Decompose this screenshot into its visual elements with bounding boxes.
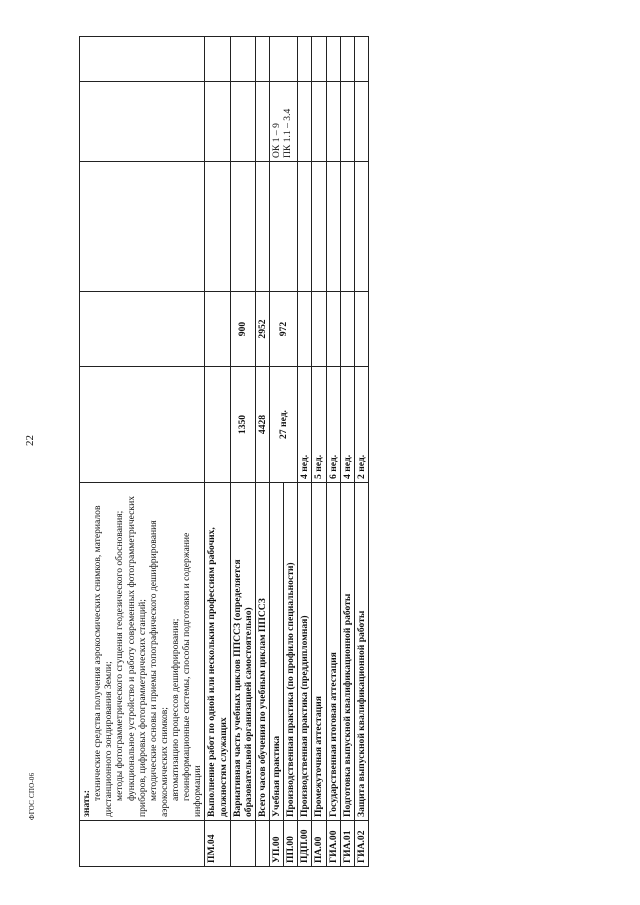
row-name: Подготовка выпускной квалификационной работы [340,483,354,821]
knowledge-item: технические средства получения аэрокосмических снимков, материалов дистанционного зондирования Земли; [92,505,115,817]
knowledge-item: автоматизацию процессов дешифрирования; [170,618,181,801]
knowledge-item: методические основы и приемы топографического дешифрирования аэрокосмических снимков; [147,520,170,817]
row-weeks: 27 нед. [270,367,298,483]
knowledge-item: методы фотограмметрического сгущения геодезического обоснования; [114,510,126,801]
row-name: Производственная практика (преддипломная) [298,483,312,821]
row-code: ГИА.00 [326,821,340,867]
knowledge-list [92,486,203,817]
table-row-knowledge [80,37,205,867]
row-code: ГИА.01 [340,821,354,867]
knowledge-item: геоинформационные системы, способы подготовки и содержание информации [181,532,204,817]
cell-code-empty [80,821,205,867]
row-weeks: 2 нед. [354,367,368,483]
table-row-gia01 [340,37,354,867]
knowledge-heading: знать: [81,790,92,817]
row-name: Всего часов обучения по учебным циклам ППССЗ [255,483,269,821]
row-hours: 972 [270,292,298,367]
row-code: ПА.00 [312,821,326,867]
table-row-total [255,37,269,867]
table-row-variative [230,37,255,867]
footer-document-code: ФГОС СПО-06 [28,772,36,820]
row-weeks: 6 нед. [326,367,340,483]
table-row-up00 [270,37,284,867]
row-weeks: 5 нед. [312,367,326,483]
row-weeks: 4 нед. [340,367,354,483]
row-code: ПДП.00 [298,821,312,867]
row-name: Промежуточная аттестация [312,483,326,821]
row-max-load: 4428 [255,367,269,483]
table-row-pm04 [205,37,230,867]
knowledge-item: функциональное устройство и работу современных фотограмметрических приборов, цифровых фотограмметрических станций; [125,495,148,817]
row-hours: 2952 [255,292,269,367]
row-name: Государственная итоговая аттестация [326,483,340,821]
row-name: Защита выпускной квалификационной работы [354,483,368,821]
row-code: ГИА.02 [354,821,368,867]
table-row-pdp00 [298,37,312,867]
row-name: Вариативная часть учебных циклов ППССЗ (определяется образовательной организацией самостоятельно) [230,483,255,821]
curriculum-table-rotated [79,37,489,867]
row-name: Производственная практика (по профилю специальности) [284,483,298,821]
row-name: Выполнение работ по одной или нескольким профессиям рабочих, должностям служащих [205,483,230,821]
row-hours: 900 [230,292,255,367]
row-code: ПП.00 [284,821,298,867]
row-code: ПМ.04 [205,821,230,867]
table-row-gia02 [354,37,368,867]
row-competencies: ОК 1 – 9 ПК 1.1 – 3.4 [270,82,298,162]
row-weeks: 4 нед. [298,367,312,483]
cell-knowledge [80,483,205,821]
table-row-pa00 [312,37,326,867]
curriculum-table [79,36,369,867]
page-number: 22 [24,435,36,446]
row-code: УП.00 [270,821,284,867]
row-name: Учебная практика [270,483,284,821]
table-row-gia00 [326,37,340,867]
row-max-load: 1350 [230,367,255,483]
